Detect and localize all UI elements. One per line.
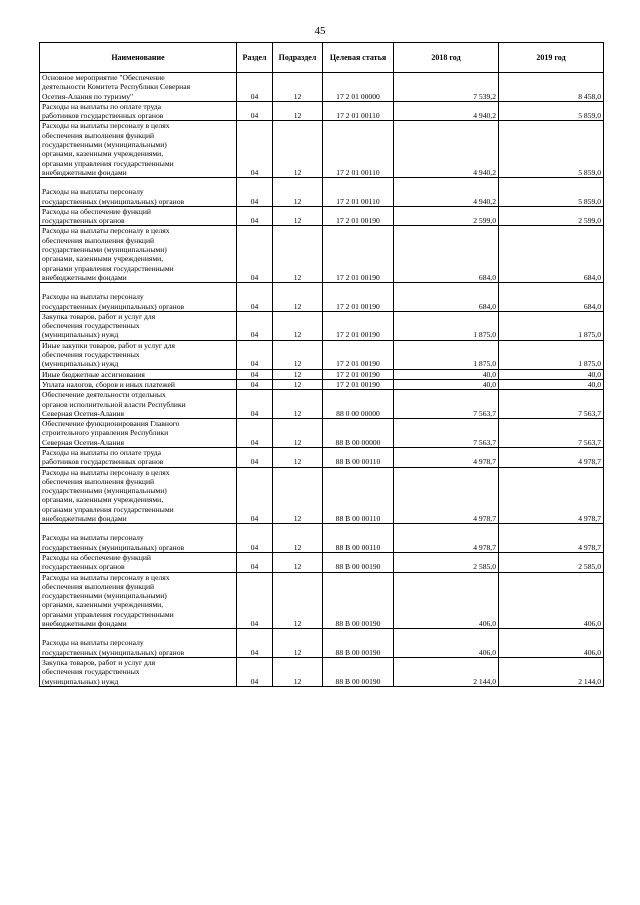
table-row [40, 226, 604, 283]
row-razdel: 04 [237, 629, 273, 658]
row-value-2019: 5 859,0 [499, 121, 604, 178]
header-podrazdel: Подраздел [273, 43, 323, 73]
row-name: Иные бюджетные ассигнования [40, 369, 237, 379]
row-name: Закупка товаров, работ и услуг для обеспечения государственных (муниципальных) нужд [40, 657, 237, 686]
row-podrazdel: 12 [273, 524, 323, 553]
table-row [40, 390, 604, 419]
row-value-2019: 40,0 [499, 379, 604, 389]
row-value-2019: 7 563,7 [499, 390, 604, 419]
row-value-2019: 1 875,0 [499, 340, 604, 369]
row-name: Расходы на выплаты персоналу в целях обеспечения выполнения функций государственными (муниципальными) органами, казенными учреждениями, органами управления государственными внебюджетными фондами [40, 226, 237, 283]
row-value-2018: 4 978,7 [394, 467, 499, 524]
row-name: Обеспечение деятельности отдельных органов исполнительной власти Республики Северная Осетия-Алания [40, 390, 237, 419]
row-value-2019: 2 599,0 [499, 206, 604, 226]
row-podrazdel: 12 [273, 419, 323, 448]
row-value-2018: 4 978,7 [394, 447, 499, 467]
row-razdel: 04 [237, 311, 273, 340]
row-razdel: 04 [237, 283, 273, 312]
row-value-2019: 4 978,7 [499, 447, 604, 467]
row-statya: 17 2 01 00190 [323, 340, 394, 369]
table-row [40, 369, 604, 379]
row-razdel: 04 [237, 73, 273, 102]
row-podrazdel: 12 [273, 73, 323, 102]
row-razdel: 04 [237, 467, 273, 524]
budget-table [39, 42, 604, 687]
table-row [40, 379, 604, 389]
row-name: Расходы на выплаты персоналу государственных (муниципальных) органов [40, 283, 237, 312]
row-statya: 17 2 01 00190 [323, 379, 394, 389]
row-name: Расходы на выплаты персоналу государственных (муниципальных) органов [40, 178, 237, 207]
row-podrazdel: 12 [273, 379, 323, 389]
row-value-2019: 40,0 [499, 369, 604, 379]
row-podrazdel: 12 [273, 447, 323, 467]
row-statya: 17 2 01 00190 [323, 283, 394, 312]
row-value-2018: 4 940,2 [394, 178, 499, 207]
table-row [40, 447, 604, 467]
row-razdel: 04 [237, 552, 273, 572]
table-row [40, 467, 604, 524]
row-value-2018: 4 940,2 [394, 101, 499, 121]
row-podrazdel: 12 [273, 340, 323, 369]
table-row [40, 572, 604, 629]
row-name: Расходы на обеспечение функций государственных органов [40, 206, 237, 226]
row-value-2018: 7 563,7 [394, 419, 499, 448]
row-value-2018: 684,0 [394, 283, 499, 312]
row-podrazdel: 12 [273, 226, 323, 283]
row-podrazdel: 12 [273, 629, 323, 658]
row-podrazdel: 12 [273, 369, 323, 379]
row-value-2019: 5 859,0 [499, 178, 604, 207]
row-name: Основное мероприятие "Обеспечение деятельности Комитета Республики Северная Осетия-Алания по туризму" [40, 73, 237, 102]
page-number: 45 [314, 25, 326, 37]
row-razdel: 04 [237, 657, 273, 686]
row-podrazdel: 12 [273, 552, 323, 572]
row-statya: 88 В 00 00190 [323, 552, 394, 572]
header-2019: 2019 год [499, 43, 604, 73]
row-statya: 17 2 01 00190 [323, 206, 394, 226]
row-razdel: 04 [237, 226, 273, 283]
row-value-2019: 406,0 [499, 629, 604, 658]
row-statya: 17 2 01 00110 [323, 178, 394, 207]
row-podrazdel: 12 [273, 390, 323, 419]
row-statya: 17 2 01 00110 [323, 121, 394, 178]
row-value-2018: 2 144,0 [394, 657, 499, 686]
table-row [40, 340, 604, 369]
row-podrazdel: 12 [273, 283, 323, 312]
row-statya: 88 0 00 00000 [323, 390, 394, 419]
row-podrazdel: 12 [273, 467, 323, 524]
row-razdel: 04 [237, 178, 273, 207]
row-podrazdel: 12 [273, 206, 323, 226]
row-statya: 17 2 01 00190 [323, 311, 394, 340]
row-value-2019: 2 585,0 [499, 552, 604, 572]
row-razdel: 04 [237, 340, 273, 369]
row-razdel: 04 [237, 121, 273, 178]
row-value-2019: 406,0 [499, 572, 604, 629]
row-name: Расходы на выплаты персоналу государственных (муниципальных) органов [40, 629, 237, 658]
row-value-2018: 4 978,7 [394, 524, 499, 553]
header-razdel: Раздел [237, 43, 273, 73]
row-podrazdel: 12 [273, 178, 323, 207]
row-value-2019: 4 978,7 [499, 467, 604, 524]
row-statya: 88 В 00 00000 [323, 419, 394, 448]
row-value-2018: 406,0 [394, 629, 499, 658]
table-row [40, 101, 604, 121]
row-value-2019: 4 978,7 [499, 524, 604, 553]
table-row [40, 657, 604, 686]
row-name: Расходы на обеспечение функций государственных органов [40, 552, 237, 572]
row-value-2019: 8 458,0 [499, 73, 604, 102]
row-name: Расходы на выплаты по оплате труда работников государственных органов [40, 447, 237, 467]
row-value-2018: 1 875,0 [394, 311, 499, 340]
table-row [40, 419, 604, 448]
row-value-2019: 5 859,0 [499, 101, 604, 121]
table-row [40, 73, 604, 102]
table-body [40, 73, 604, 687]
row-razdel: 04 [237, 101, 273, 121]
row-value-2018: 4 940,2 [394, 121, 499, 178]
row-name: Расходы на выплаты персоналу в целях обеспечения выполнения функций государственными (муниципальными) органами, казенными учреждениями, органами управления государственными внебюджетными фондами [40, 467, 237, 524]
row-name: Обеспечение функционирования Главного строительного управления Республики Северная Осетия-Алания [40, 419, 237, 448]
row-statya: 17 2 01 00190 [323, 369, 394, 379]
row-statya: 17 2 01 00000 [323, 73, 394, 102]
row-value-2018: 2 585,0 [394, 552, 499, 572]
row-value-2018: 40,0 [394, 369, 499, 379]
table-row [40, 121, 604, 178]
row-name: Расходы на выплаты персоналу государственных (муниципальных) органов [40, 524, 237, 553]
row-podrazdel: 12 [273, 101, 323, 121]
row-statya: 88 В 00 00190 [323, 629, 394, 658]
row-value-2018: 2 599,0 [394, 206, 499, 226]
row-razdel: 04 [237, 369, 273, 379]
row-name: Расходы на выплаты по оплате труда работников государственных органов [40, 101, 237, 121]
row-statya: 88 В 00 00110 [323, 524, 394, 553]
row-name: Расходы на выплаты персоналу в целях обеспечения выполнения функций государственными (муниципальными) органами, казенными учреждениями, органами управления государственными внебюджетными фондами [40, 121, 237, 178]
row-name: Закупка товаров, работ и услуг для обеспечения государственных (муниципальных) нужд [40, 311, 237, 340]
row-statya: 17 2 01 00110 [323, 101, 394, 121]
row-podrazdel: 12 [273, 311, 323, 340]
row-name: Уплата налогов, сборов и иных платежей [40, 379, 237, 389]
header-2018: 2018 год [394, 43, 499, 73]
row-statya: 88 В 00 00110 [323, 447, 394, 467]
row-statya: 88 В 00 00110 [323, 467, 394, 524]
row-value-2019: 684,0 [499, 226, 604, 283]
row-podrazdel: 12 [273, 572, 323, 629]
row-podrazdel: 12 [273, 657, 323, 686]
row-value-2018: 684,0 [394, 226, 499, 283]
table-row [40, 552, 604, 572]
row-statya: 88 В 00 00190 [323, 572, 394, 629]
table-row [40, 206, 604, 226]
table-header-row [40, 43, 604, 73]
row-value-2019: 684,0 [499, 283, 604, 312]
row-value-2018: 7 563,7 [394, 390, 499, 419]
row-statya: 17 2 01 00190 [323, 226, 394, 283]
row-statya: 88 В 00 00190 [323, 657, 394, 686]
header-name: Наименование [40, 43, 237, 73]
row-name: Иные закупки товаров, работ и услуг для обеспечения государственных (муниципальных) нужд [40, 340, 237, 369]
table-row [40, 524, 604, 553]
table-row [40, 629, 604, 658]
table-row [40, 283, 604, 312]
row-razdel: 04 [237, 379, 273, 389]
row-value-2018: 7 539,2 [394, 73, 499, 102]
row-value-2019: 1 875,0 [499, 311, 604, 340]
row-value-2019: 2 144,0 [499, 657, 604, 686]
row-razdel: 04 [237, 524, 273, 553]
table-row [40, 311, 604, 340]
row-value-2019: 7 563,7 [499, 419, 604, 448]
header-statya: Целевая статья [323, 43, 394, 73]
row-razdel: 04 [237, 419, 273, 448]
row-podrazdel: 12 [273, 121, 323, 178]
row-razdel: 04 [237, 447, 273, 467]
row-value-2018: 406,0 [394, 572, 499, 629]
table-row [40, 178, 604, 207]
row-value-2018: 1 875,0 [394, 340, 499, 369]
row-razdel: 04 [237, 572, 273, 629]
row-razdel: 04 [237, 390, 273, 419]
row-value-2018: 40,0 [394, 379, 499, 389]
row-name: Расходы на выплаты персоналу в целях обеспечения выполнения функций государственными (муниципальными) органами, казенными учреждениями, органами управления государственными внебюджетными фондами [40, 572, 237, 629]
row-razdel: 04 [237, 206, 273, 226]
